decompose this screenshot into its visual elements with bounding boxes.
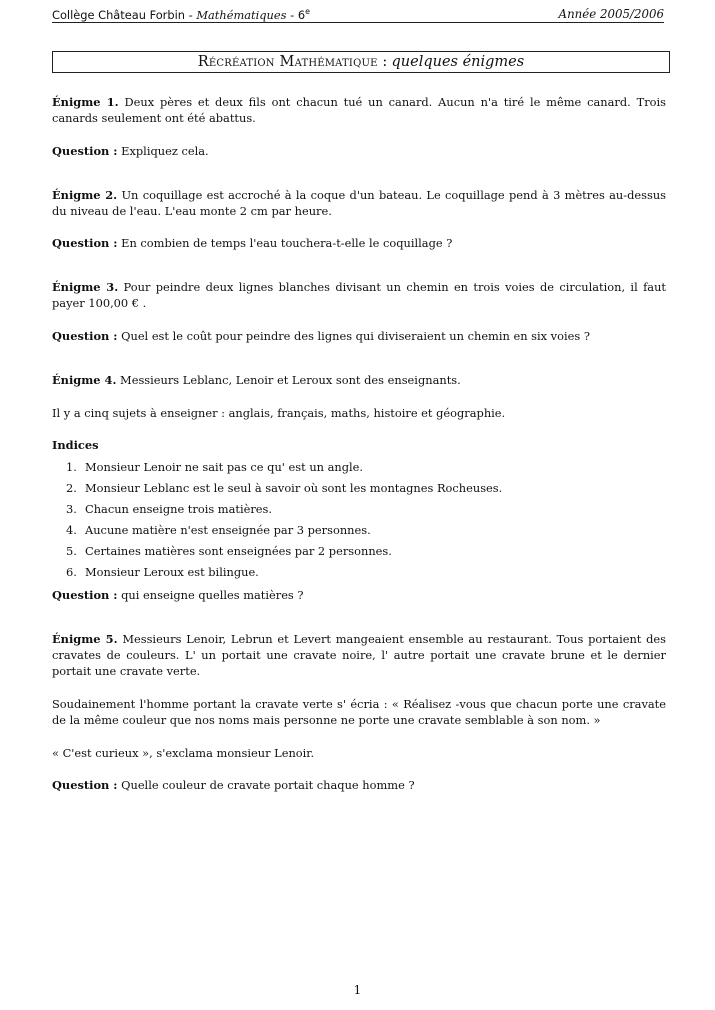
indice-number: 4. bbox=[66, 523, 77, 537]
enigme-5-paragraph-3 bbox=[52, 745, 666, 761]
header-level: - 6 bbox=[286, 7, 306, 22]
enigme-1-question bbox=[52, 143, 666, 159]
header-subject: Mathématiques bbox=[196, 7, 287, 22]
enigme-5-text3: « C'est curieux », s'exclama monsieur Lenoir. bbox=[52, 746, 315, 760]
indice-number: 6. bbox=[66, 565, 77, 579]
list-item bbox=[52, 457, 666, 478]
list-item bbox=[52, 499, 666, 520]
enigme-3 bbox=[52, 279, 666, 311]
enigme-4-question bbox=[52, 587, 666, 603]
list-item bbox=[52, 562, 666, 583]
enigme-5 bbox=[52, 631, 666, 679]
indices-list bbox=[52, 457, 666, 583]
enigme-4-label: Énigme 4. bbox=[52, 373, 117, 387]
enigme-2-label: Énigme 2. bbox=[52, 188, 118, 202]
indice-text: Chacun enseigne trois matières. bbox=[85, 502, 273, 516]
enigme-2-statement bbox=[52, 187, 666, 219]
header-left bbox=[52, 4, 310, 23]
enigme-3-label: Énigme 3. bbox=[52, 280, 119, 294]
indice-text: Aucune matière n'est enseignée par 3 personnes. bbox=[85, 523, 371, 537]
enigme-5-text: Messieurs Lenoir, Lebrun et Levert mangeaient ensemble au restaurant. Tous portaient des cravates de couleurs. L' un portait une cravate noire, l' autre portait une cravate brune et le dernier portait une cravate verte. bbox=[52, 632, 666, 678]
indice-text: Monsieur Lenoir ne sait pas ce qu' est un angle. bbox=[85, 460, 364, 474]
enigme-4-indices bbox=[52, 457, 666, 583]
indice-text: Monsieur Leroux est bilingue. bbox=[85, 565, 259, 579]
indice-number: 5. bbox=[66, 544, 77, 558]
indice-text: Monsieur Leblanc est le seul à savoir où sont les montagnes Rocheuses. bbox=[85, 481, 503, 495]
indice-number: 2. bbox=[66, 481, 77, 495]
enigme-5-question bbox=[52, 777, 666, 793]
enigme-1-question-text: Expliquez cela. bbox=[121, 144, 209, 158]
enigme-1-label: Énigme 1. bbox=[52, 95, 119, 109]
title-box bbox=[52, 51, 670, 73]
question-label: Question : bbox=[52, 329, 118, 343]
enigme-3-statement bbox=[52, 279, 666, 311]
enigme-5-text2: Soudainement l'homme portant la cravate verte s' écria : « Réalisez -vous que chacun porte une cravate de la même couleur que nos noms mais personne ne porte une cravate semblable à son nom. » bbox=[52, 697, 666, 727]
enigme-5-question-text: Quelle couleur de cravate portait chaque homme ? bbox=[121, 778, 415, 792]
enigme-3-question bbox=[52, 328, 666, 344]
question-label: Question : bbox=[52, 236, 118, 250]
indice-text: Certaines matières sont enseignées par 2 personnes. bbox=[85, 544, 392, 558]
enigme-4-statement bbox=[52, 372, 666, 388]
header-level-sup: e bbox=[305, 7, 311, 17]
enigme-2-question-text: En combien de temps l'eau touchera-t-elle le coquillage ? bbox=[121, 236, 453, 250]
list-item bbox=[52, 541, 666, 562]
question-label: Question : bbox=[52, 778, 118, 792]
enigme-4-text: Messieurs Leblanc, Lenoir et Leroux sont des enseignants. bbox=[120, 373, 461, 387]
enigme-3-text: Pour peindre deux lignes blanches divisant un chemin en trois voies de circulation, il faut payer 100,00 € . bbox=[52, 280, 666, 310]
enigme-2-question bbox=[52, 235, 666, 251]
enigme-5-statement bbox=[52, 631, 666, 679]
title-main: Récréation Mathématique : bbox=[197, 54, 388, 70]
enigme-1-text: Deux pères et deux fils ont chacun tué un canard. Aucun n'a tiré le même canard. Trois canards seulement ont été abattus. bbox=[52, 95, 666, 125]
enigme-1-statement bbox=[52, 94, 666, 126]
enigme-4-text2: Il y a cinq sujets à enseigner : anglais, français, maths, histoire et géographie. bbox=[52, 406, 506, 420]
enigme-4-subjects bbox=[52, 405, 666, 421]
enigme-4-indices-heading bbox=[52, 437, 666, 453]
enigme-4-question-text: qui enseigne quelles matières ? bbox=[121, 588, 304, 602]
page-header bbox=[52, 5, 664, 23]
question-label: Question : bbox=[52, 144, 118, 158]
header-school: Collège Château Forbin - bbox=[52, 7, 197, 22]
indices-label: Indices bbox=[52, 438, 99, 452]
indice-number: 1. bbox=[66, 460, 77, 474]
header-year: Année 2005/2006 bbox=[558, 6, 664, 21]
enigme-4 bbox=[52, 372, 666, 388]
list-item bbox=[52, 478, 666, 499]
enigme-2 bbox=[52, 187, 666, 219]
enigme-3-question-text: Quel est le coût pour peindre des lignes qui diviseraient un chemin en six voies ? bbox=[121, 329, 590, 343]
enigme-2-text: Un coquillage est accroché à la coque d'un bateau. Le coquillage pend à 3 mètres au-dessus du niveau de l'eau. L'eau monte 2 cm par heure. bbox=[52, 188, 666, 218]
indice-number: 3. bbox=[66, 502, 77, 516]
title-sub: quelques énigmes bbox=[391, 54, 525, 70]
enigme-1 bbox=[52, 94, 666, 126]
enigme-5-paragraph-2 bbox=[52, 696, 666, 728]
list-item bbox=[52, 520, 666, 541]
enigme-5-label: Énigme 5. bbox=[52, 632, 118, 646]
question-label: Question : bbox=[52, 588, 118, 602]
page-number: 1 bbox=[353, 983, 362, 997]
